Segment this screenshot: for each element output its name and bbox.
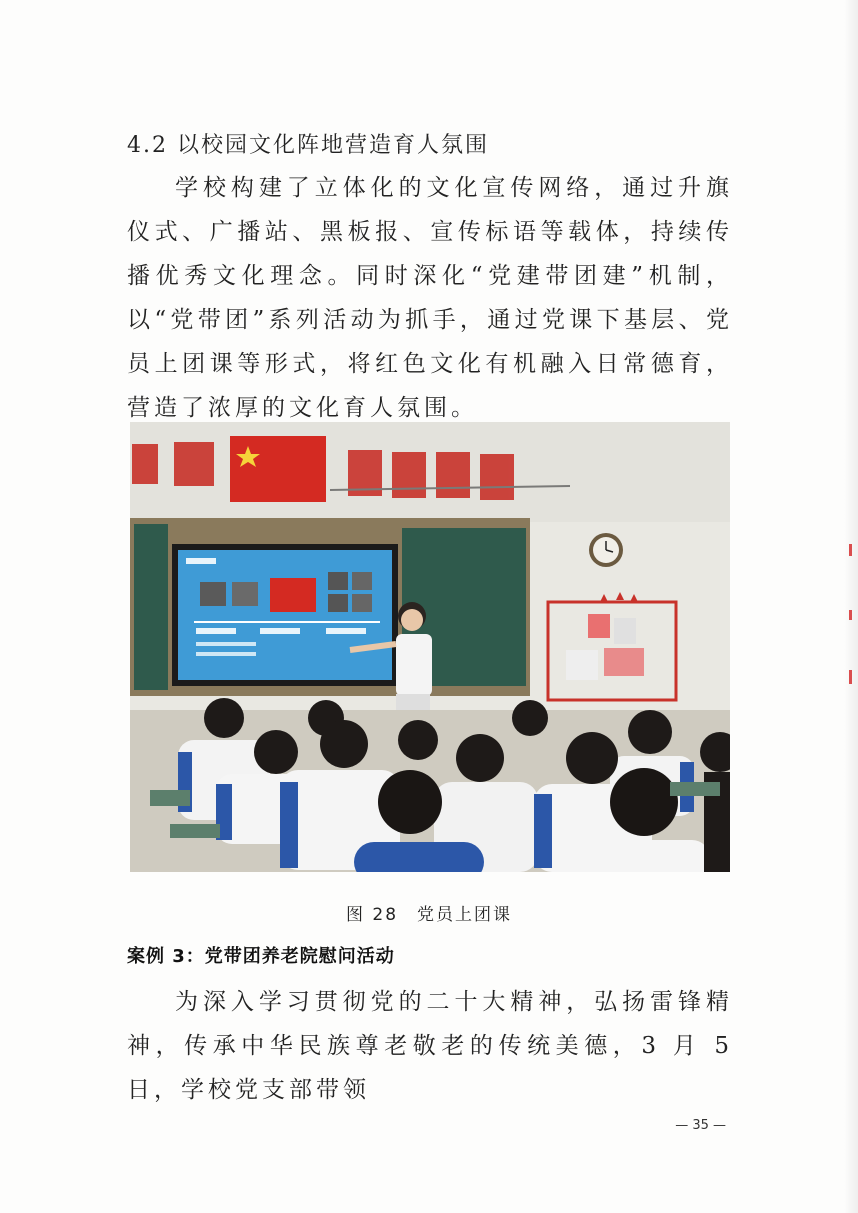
page-edge-shadow (844, 0, 858, 1213)
case-heading: 案例 3：党带团养老院慰问活动 (127, 946, 395, 967)
figure-caption: 图 28 党员上团课 (345, 905, 513, 925)
classroom-photo-illustration (130, 422, 730, 872)
page-number: — 35 — (675, 1118, 726, 1133)
body-paragraph-2: 为深入学习贯彻党的二十大精神，弘扬雷锋精神，传承中华民族尊老敬老的传统美德，3 月 5 日，学校党支部带领 (127, 989, 733, 1103)
classroom-photo (130, 422, 730, 872)
body-paragraph-1: 学校构建了立体化的文化宣传网络，通过升旗仪式、广播站、黑板报、宣传标语等载体，持续传播优秀文化理念。同时深化“党建带团建”机制，以“党带团”系列活动为抓手，通过党课下基层、党员上团课等形式，将红色文化有机融入日常德育，营造了浓厚的文化育人氛围。 (127, 175, 733, 421)
section-heading: 4.2 以校园文化阵地营造育人氛围 (127, 133, 489, 158)
